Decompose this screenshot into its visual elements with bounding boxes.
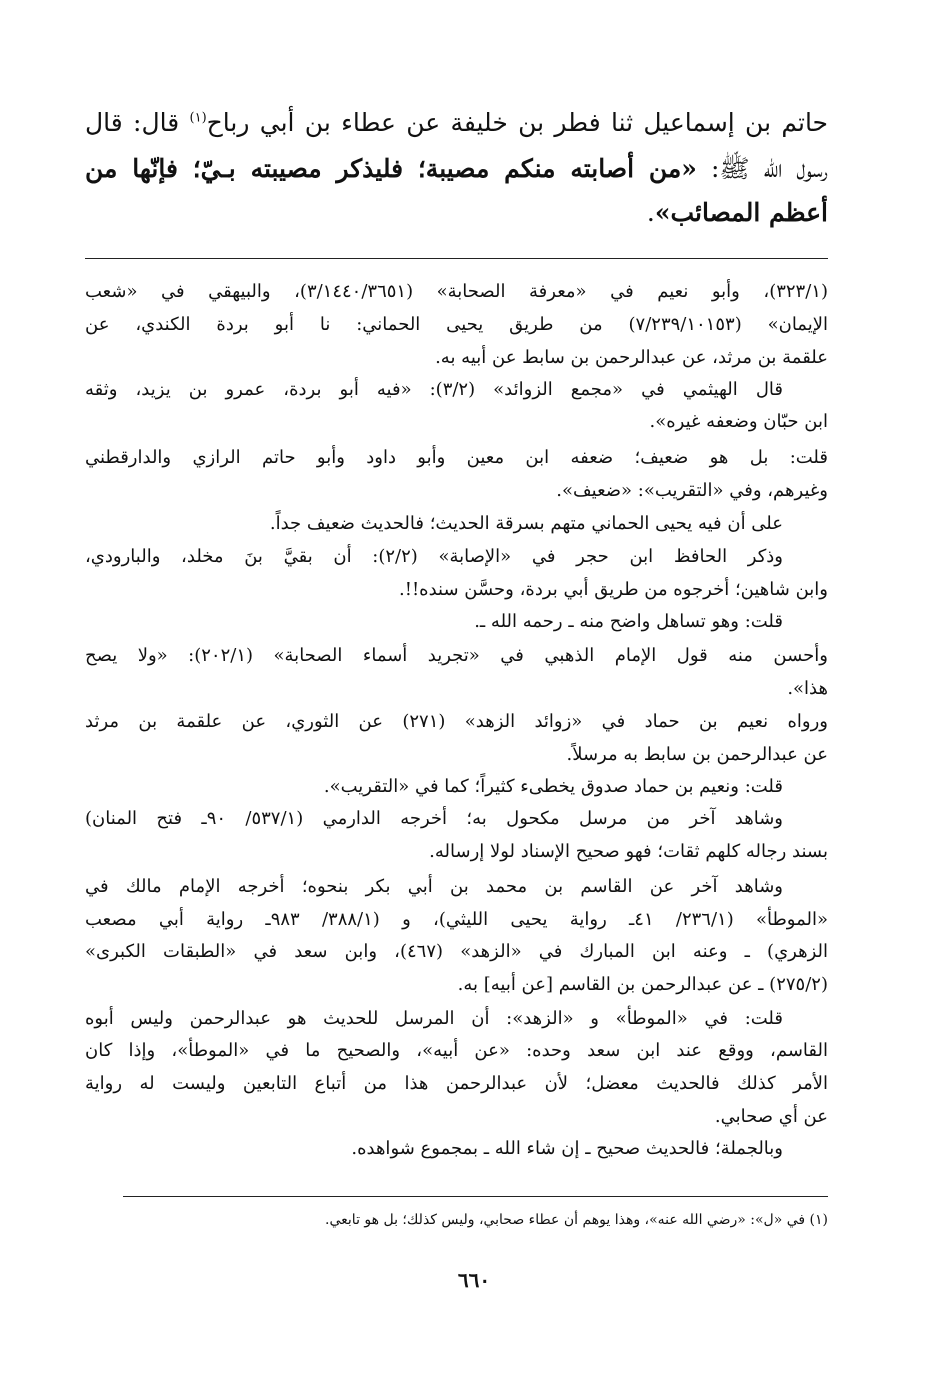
hadith-text: «من أصابته منكم مصيبة؛ فليذكر مصيبته بـيّ؛ فإنّها من: [85, 154, 697, 183]
note-line: الأمر كذلك فالحديث معضل؛ لأن عبدالرحمن هذا من أتباع التابعين وليست له رواية: [85, 1073, 828, 1094]
footnote-rule: [123, 1196, 828, 1197]
main-text-line-1: حاتم بن إسماعيل ثنا فطر بن خليفة عن عطاء بن أبي رباح$^{(١)}$ قال: قال: [85, 108, 829, 137]
note-line: وغيرهم، وفي «التقريب»: «ضعيف».: [556, 480, 828, 501]
note-line: هذا».: [787, 678, 828, 699]
note-line: قال الهيثمي في «مجمع الزوائد» (٣/٢): «فيه أبو بردة، عمرو بن يزيد، وثقه: [85, 379, 783, 400]
main-text-line-2: رسول الله ﷺ: «من أصابته منكم مصيبة؛ فليذكر مصيبته بـيّ؛ فإنّها من: [85, 154, 828, 183]
note-line: على أن فيه يحيى الحماني متهم بسرقة الحديث؛ فالحديث ضعيف جداً.: [269, 513, 783, 534]
separator-rule: [85, 258, 828, 259]
note-line: بسند رجاله كلهم ثقات؛ فهو صحيح الإسناد لولا إرساله.: [429, 841, 828, 862]
main-text-line-3: أعظم المصائب».: [646, 198, 828, 227]
note-line: ابن حبّان وضعفه غيره».: [649, 411, 828, 432]
footnote: (١) في «ل»: «رضي الله عنه»، وهذا يوهم أن عطاء صحابي، وليس كذلك؛ بل هو تابعي.: [325, 1212, 828, 1228]
note-line: وشاهد آخر من مرسل مكحول به؛ أخرجه الدارمي (٥٣٧/١/ ٩٠ـ فتح المنان): [85, 808, 783, 829]
note-line: (٢٧٥/٢) ـ عن عبدالرحمن بن القاسم [عن أبيه] به.: [457, 974, 828, 995]
note-line: عن أي صحابي.: [714, 1106, 828, 1127]
note-line: علقمة بن مرثد، عن عبدالرحمن بن سابط عن أبيه به.: [435, 347, 828, 368]
note-line: قلت: في «الموطأ» و «الزهد»: أن المرسل للحديث هو عبدالرحمن وليس أبوه: [85, 1008, 783, 1029]
note-line: قلت: وهو تساهل واضح منه ـ رحمه الله ـ.: [474, 611, 783, 632]
note-line: الإيمان» (٧/٢٣٩/١٠١٥٣) من طريق يحيى الحماني: نا أبو بردة الكندي، عن: [85, 314, 828, 335]
note-line: وابن شاهين؛ أخرجوه من طريق أبي بردة، وحسَّن سنده!!.: [398, 579, 828, 600]
note-line: وشاهد آخر عن القاسم بن محمد بن أبي بكر بنحوه؛ أخرجه الإمام مالك في: [85, 876, 783, 897]
note-line: (٣٢٣/١)، وأبو نعيم في «معرفة الصحابة» (٣/١٤٤٠/٣٦٥١)، والبيهقي في «شعب: [85, 281, 828, 302]
hadith-text-end: أعظم المصائب»: [654, 198, 828, 227]
note-line: ورواه نعيم بن حماد في «زوائد الزهد» (٢٧١) عن الثوري، عن علقمة بن مرثد: [85, 711, 828, 732]
note-line: وذكر الحافظ ابن حجر في «الإصابة» (٢/٢): أن بقيَّ بنَ مخلد، والبارودي،: [85, 546, 784, 567]
note-line: «الموطأ» (٢٣٦/١/ ٤١ـ رواية يحيى الليثي)، و (٣٨٨/١/ ٩٨٣ـ رواية أبي مصعب: [85, 909, 829, 930]
note-line: قلت: بل هو ضعيف؛ ضعفه ابن معين وأبو داود وأبو حاتم الرازي والدارقطني: [85, 447, 828, 468]
note-line: الزهري) ـ وعنه ابن المبارك في «الزهد» (٤٦٧)، وابن سعد في «الطبقات الكبرى»: [85, 941, 828, 962]
note-line: وأحسن منه قول الإمام الذهبي في «تجريد أسماء الصحابة» (٢٠٢/١): «ولا يصح: [85, 645, 828, 666]
note-line: القاسم، ووقع عند ابن سعد وحده: «عن أبيه»، والصحيح ما في «الموطأ»، وإذا كان: [85, 1040, 828, 1061]
note-line: وبالجملة؛ فالحديث صحيح ـ إن شاء الله ـ بمجموع شواهده.: [351, 1138, 783, 1159]
page-number: ٦٦٠: [457, 1268, 491, 1292]
footnote-marker: (١): [189, 110, 207, 126]
note-line: عن عبدالرحمن بن سابط به مرسلاً.: [566, 744, 828, 765]
note-line: قلت: ونعيم بن حماد صدوق يخطىء كثيراً؛ كما في «التقريب».: [323, 776, 783, 797]
